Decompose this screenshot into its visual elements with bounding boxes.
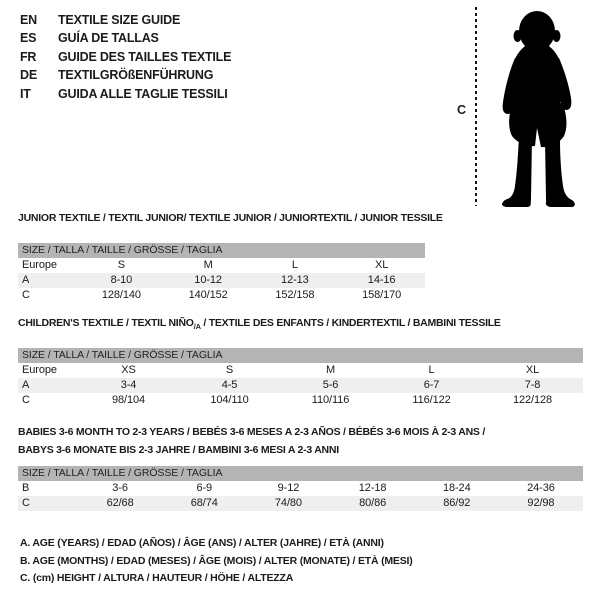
age-cell: 12-13 — [281, 274, 309, 286]
row-label: C — [22, 289, 30, 301]
babies-title-line2: BABYS 3-6 MONATE BIS 2-3 JAHRE / BAMBINI 3-6 MESI A 2-3 ANNI — [18, 443, 339, 456]
junior-title-text: JUNIOR TEXTILE / TEXTIL JUNIOR/ TEXTILE JUNIOR / JUNIORTEXTIL / JUNIOR TESSILE — [18, 212, 443, 224]
age-cell: 6-7 — [423, 379, 440, 391]
table-row — [18, 393, 583, 408]
size-cell: M — [203, 259, 213, 271]
children-table-title — [18, 317, 501, 331]
age-cell: 7-8 — [524, 379, 541, 391]
height-measure-label: C — [457, 103, 467, 117]
language-row-it — [20, 85, 231, 103]
age-cell: 5-6 — [322, 379, 339, 391]
size-cell: XS — [121, 364, 136, 376]
size-cell: S — [117, 259, 125, 271]
height-cell: 74/80 — [274, 497, 302, 509]
language-row-de — [20, 66, 231, 84]
footnote-height-cm: C. (cm) HEIGHT / ALTURA / HAUTEUR / HÖHE / ALTEZZA — [20, 572, 294, 585]
height-cell: 104/110 — [210, 394, 249, 406]
table-row — [18, 288, 425, 303]
height-cell: 68/74 — [190, 497, 218, 509]
table-row — [18, 496, 583, 511]
language-code: FR — [20, 49, 37, 64]
height-cell: 152/158 — [275, 289, 315, 301]
size-cell: L — [428, 364, 435, 376]
children-title-subscript: /A — [193, 322, 201, 332]
children-size-header-bar: SIZE / TALLA / TAILLE / GRÖSSE / TAGLIA — [18, 348, 583, 363]
language-title: GUÍA DE TALLAS — [58, 31, 159, 46]
row-label: B — [22, 482, 30, 494]
language-title: GUIDA ALLE TAGLIE TESSILI — [58, 86, 228, 101]
table-row — [18, 378, 583, 393]
height-cell: 92/98 — [527, 497, 555, 509]
toddler-figure — [450, 3, 595, 211]
language-row-es — [20, 29, 231, 47]
height-cell: 158/170 — [362, 289, 402, 301]
age-cell: 24-36 — [527, 482, 555, 494]
toddler-silhouette-icon — [485, 4, 589, 210]
height-cell: 62/68 — [106, 497, 134, 509]
language-code: IT — [20, 86, 31, 101]
age-cell: 3-6 — [112, 482, 128, 494]
table-row — [18, 363, 583, 378]
height-cell: 80/86 — [359, 497, 387, 509]
size-cell: XL — [374, 259, 389, 271]
height-cell: 122/128 — [512, 394, 553, 406]
age-cell: 12-18 — [358, 482, 387, 494]
height-cell: 116/122 — [412, 394, 451, 406]
language-row-fr — [20, 48, 231, 66]
babies-title-line1: BABIES 3-6 MONTH TO 2-3 YEARS / BEBÉS 3-6 MESES A 2-3 AÑOS / BÉBÉS 3-6 MOIS À 2-3 ANS / — [18, 426, 486, 438]
height-cell: 128/140 — [101, 289, 141, 301]
height-cell: 98/104 — [111, 394, 146, 406]
language-code: EN — [20, 13, 37, 27]
babies-size-header-bar: SIZE / TALLA / TAILLE / GRÖSSE / TAGLIA — [18, 466, 583, 481]
table-row — [18, 258, 425, 273]
size-cell: M — [325, 364, 336, 376]
table-row — [18, 481, 583, 496]
language-title: GUIDE DES TAILLES TEXTILE — [58, 49, 232, 64]
age-cell: 6-9 — [196, 482, 213, 494]
language-code: ES — [20, 31, 37, 46]
size-cell: S — [225, 364, 234, 376]
children-title-pre: CHILDREN'S TEXTILE / TEXTIL NIÑO — [18, 317, 194, 329]
row-label: Europe — [22, 364, 57, 376]
language-title: TEXTILGRÖßENFÜHRUNG — [58, 68, 214, 83]
babies-table-title — [18, 424, 485, 459]
language-code: DE — [20, 68, 37, 83]
junior-size-table — [18, 243, 425, 303]
language-header — [20, 11, 231, 103]
size-cell: XL — [525, 364, 540, 376]
row-label: A — [22, 274, 30, 286]
babies-size-table — [18, 466, 583, 511]
table-row — [18, 273, 425, 288]
height-measure-dashed-line — [475, 7, 477, 206]
height-cell: 110/116 — [311, 394, 350, 406]
age-cell: 9-12 — [277, 482, 300, 494]
size-cell: L — [291, 259, 298, 271]
age-cell: 18-24 — [442, 482, 471, 494]
children-title-post: / TEXTILE DES ENFANTS / KINDERTEXTIL / BAMBINI TESSILE — [200, 317, 501, 329]
language-title: TEXTILE SIZE GUIDE — [58, 13, 181, 27]
age-cell: 8-10 — [110, 274, 133, 286]
junior-table-title — [18, 212, 443, 224]
footnote-age-months: B. AGE (MONTHS) / EDAD (MESES) / ÂGE (MOIS) / ALTER (MONATE) / ETÀ (MESI) — [20, 554, 413, 567]
row-label: C — [22, 497, 30, 509]
age-cell: 10-12 — [194, 274, 222, 286]
age-cell: 4-5 — [221, 379, 238, 391]
legend-footnotes — [20, 535, 413, 588]
footnote-age-years: A. AGE (YEARS) / EDAD (AÑOS) / ÂGE (ANS) / ALTER (JAHRE) / ETÀ (ANNI) — [20, 537, 384, 549]
age-cell: 3-4 — [120, 379, 137, 391]
height-cell: 86/92 — [443, 497, 471, 509]
row-label: C — [22, 394, 30, 406]
row-label: Europe — [22, 259, 57, 271]
children-size-table — [18, 348, 583, 408]
height-cell: 140/152 — [188, 289, 228, 301]
age-cell: 14-16 — [367, 274, 396, 286]
language-row-en — [20, 11, 231, 29]
junior-size-header-bar: SIZE / TALLA / TAILLE / GRÖSSE / TAGLIA — [18, 243, 425, 258]
row-label: A — [22, 379, 30, 391]
